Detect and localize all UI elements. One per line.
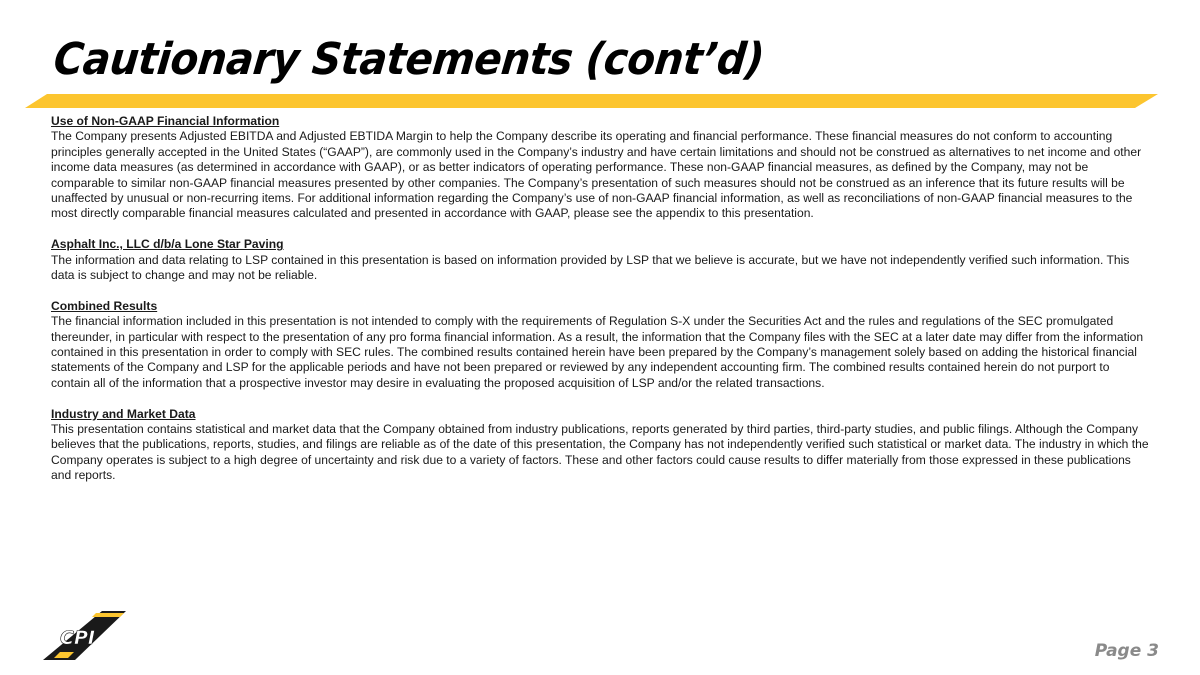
section-heading: Combined Results: [51, 298, 158, 313]
accent-stripe-shape: [25, 94, 1158, 108]
cpi-logo: [40, 608, 130, 664]
section-combined-results: [51, 299, 1151, 391]
section-heading: Use of Non-GAAP Financial Information: [51, 114, 280, 128]
section-body: The financial information included in this presentation is not intended to comply with the requirements of Regulation S-X under the Securities Act and the rules and regulations of the SEC promulgated thereunder, in particular with respect to the presentation of any pro forma financial information. As a result, the information that the Company files with the SEC at a later date may differ from the information contained in this presentation in order to comply with SEC rules. The combined results contained herein have been prepared by the Company’s management solely based on adding the historical financial statements of the Company and LSP for the applicable periods and have not been prepared or reviewed by any independent accounting firm. The combined results contained herein do not purport to contain all of the information that a prospective investor may desire in evaluating the proposed acquisition of LSP and/or the related transactions.: [51, 314, 1144, 390]
section-heading: Industry and Market Data: [51, 406, 196, 421]
accent-stripe: [0, 0, 1200, 120]
page-title: Cautionary Statements (cont’d): [51, 34, 767, 85]
section-lone-star-paving: [51, 237, 1151, 283]
section-non-gaap: [51, 114, 1151, 222]
logo-stripe-shape: [92, 613, 124, 617]
disclaimer-content: [51, 114, 1151, 499]
section-body: The Company presents Adjusted EBITDA and Adjusted EBTIDA Margin to help the Company describe its operating and financial performance. These financial measures do not conform to accounting principles generally accepted in the United States (“GAAP”), are commonly used in the Company’s industry and have certain limitations and should not be construed as alternatives to net income and other income data measures (as determined in accordance with GAAP), or as better indicators of operating performance. These non-GAAP financial measures, as defined by the Company, may not be comparable to similar non-GAAP financial measures presented by other companies. The Company’s presentation of such measures should not be construed as an inference that its future results will be unaffected by unusual or non-recurring items. For additional information regarding the Company’s use of non-GAAP financial information, as well as reconciliations of non-GAAP financial measures to the most directly comparable financial measures calculated and presented in accordance with GAAP, please see the appendix to this presentation.: [51, 129, 1142, 221]
section-body: The information and data relating to LSP contained in this presentation is based on information provided by LSP that we believe is accurate, but we have not independently verified such information. This data is subject to change and may not be reliable.: [51, 252, 1130, 283]
section-heading: Asphalt Inc., LLC d/b/a Lone Star Paving: [51, 237, 284, 252]
logo-text: CPI: [60, 627, 95, 649]
page-number: Page 3: [1094, 641, 1159, 661]
section-body: This presentation contains statistical and market data that the Company obtained from industry publications, reports generated by third parties, third-party studies, and public filings. Although the Company believes that the publications, reports, studies, and filings are reliable as of the date of this presentation, the Company has not independently verified such statistical or market data. The industry in which the Company operates is subject to a high degree of uncertainty and risk due to a variety of factors. These and other factors could cause results to differ materially from those expressed in these publications and reports.: [51, 422, 1149, 483]
section-industry-market-data: [51, 407, 1151, 484]
